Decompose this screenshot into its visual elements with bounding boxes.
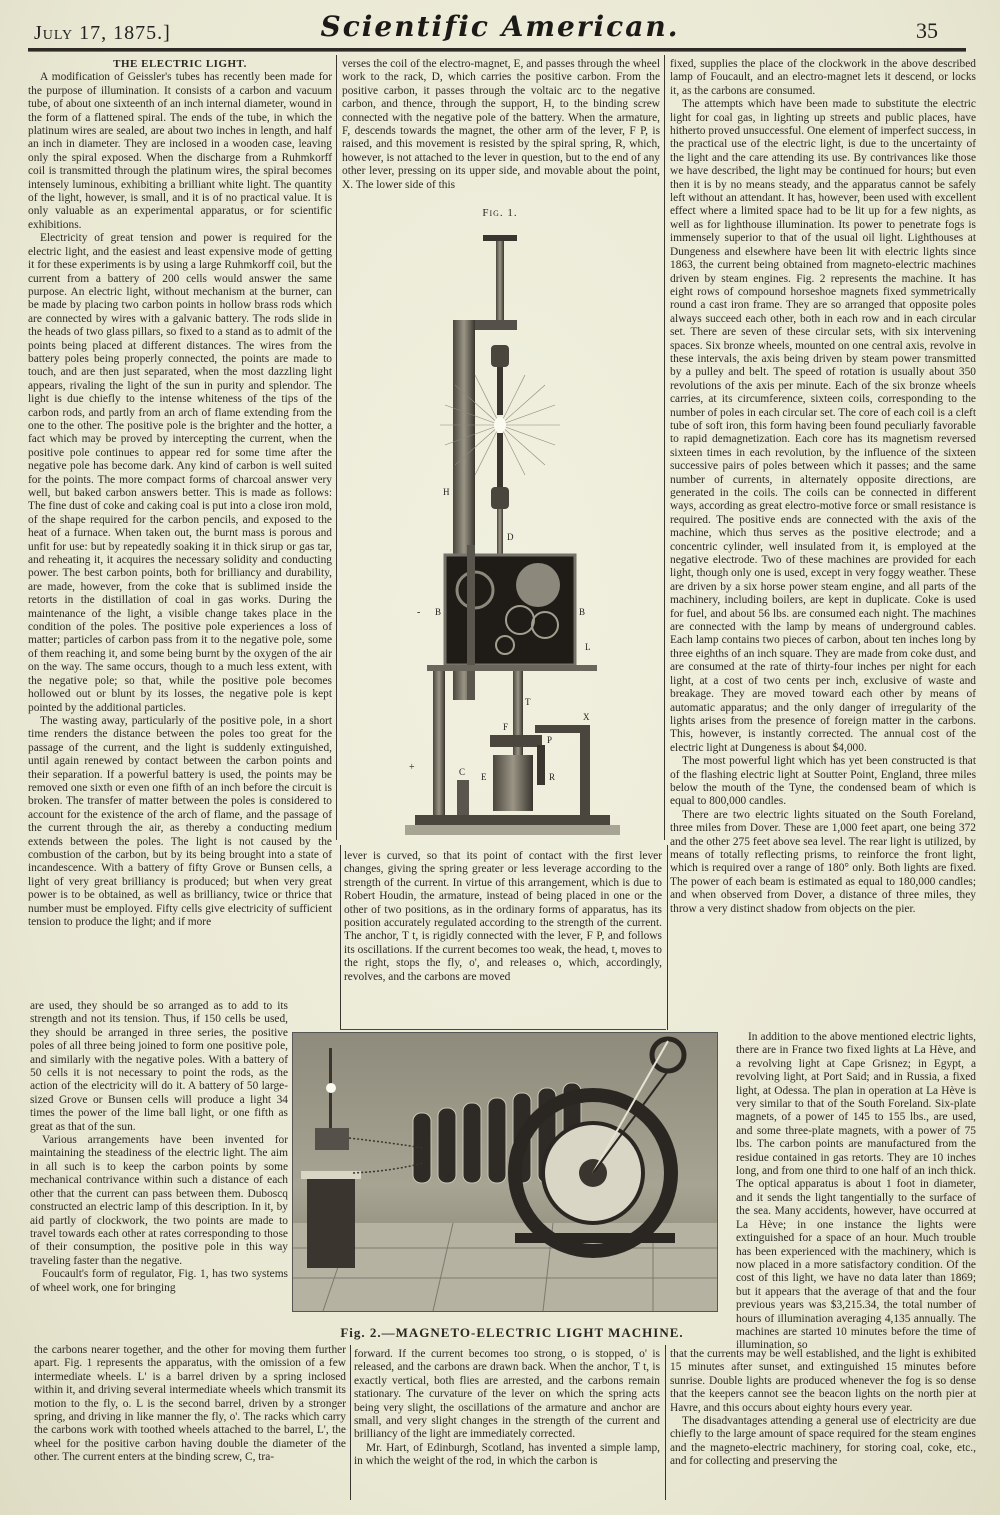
lamp-regulator-box	[315, 1128, 349, 1150]
column-1-lower	[30, 1000, 288, 1295]
lower-carbon-holder	[491, 487, 509, 509]
label-x: X	[583, 712, 590, 722]
masthead: Scientific American.	[320, 10, 680, 43]
column-divider	[350, 1345, 351, 1500]
paragraph: The wasting away, particularly of the positive pole, in a short time renders the distance between the poles too great for the passage of the current, and the light is suddenly extinguished, until again renewed by contact between the carbon points and their separation. If a powerful battery is used, the points may be removed one sixth or even one fifth of an inch before the circuit is broken. The transfer of matter between the poles is considered to account for the existence of the arch of flame, and the passage of the current through the air, as thereby a conducting medium extends between the poles. The light is not caused by the combustion of the carbon, but by its being brought into a state of incandescence. With a battery of fifty Grove or Bunsen cells, a light of very great brilliancy is produced; but when very great power is to be obtained, as well as brilliancy, twice or thrice that number must be employed. Fifty cells give electricity of sufficient tension to produce the light; and if more	[28, 714, 332, 928]
paragraph: lever is curved, so that its point of contact with the first lever changes, giving the spring greater or less leverage according to the strength of the current. In virtue of this arrangement, which is due to Robert Houdin, the armature, instead of being placed in one or the other of two positions, as in the ordinary forms of apparatus, has its position accurately regulated according to the strength of the current. The anchor, T t, is rigidly connected with the lever, F P, and follows its oscillations. If the current becomes too weak, the head, t, moves to the right, stops the fly, o', and releases o, which, accordingly, revolves, and the carbons are moved	[344, 850, 662, 983]
label-d: D	[507, 532, 514, 542]
figure-2-illustration	[292, 1032, 718, 1312]
column-2-mid	[344, 850, 662, 984]
article-title: THE ELECTRIC LIGHT.	[113, 58, 247, 70]
column-3-lower	[736, 1031, 976, 1353]
column-2-top	[342, 58, 660, 192]
paragraph: Various arrangements have been invented for maintaining the steadiness of the electric light. The aim in all such is to keep the carbon points by some mechanical contrivance within such a distance of each other that the current can pass between them. Duboscq constructed an electric lamp of this description. In it, by aid partly of clockwork, the two points are made to travel towards each other at rates corresponding to those of their consumption, the positive pole in this way traveling faster than the negative.	[30, 1134, 288, 1267]
paragraph: verses the coil of the electro-magnet, E, and passes through the wheel work to the rack, D, which carries the positive carbon. From the positive carbon, it passes through the voltaic arc to the negative carbon, and thence, through the support, H, to the binding screw connected with the negative pole of the battery. When the armature, F, descends towards the magnet, the other arm of the lever, F P, is raised, and this movement is resisted by the spiral spring, R, which, however, is not attached to the lever in question, but to the end of any other lever, pressing on its upper side, and movable about the point, X. The lower side of this	[342, 58, 660, 191]
paragraph: In addition to the above mentioned electric lights, there are in France two fixed lights at La Hève, and a revolving light at Cape Grisnez; in Egypt, a revolving light, at Port Said; and in Russia, a fixed light, at Odessa. The plan in operation at La Hève is very similar to that of the South Foreland. Six-plate magnets, of a power of 145 to 155 lbs., are used, and some three-plate magnets, with a power of 75 lbs. The carbon points are manufactured from the residue contained in gas retorts. They are 10 inches long, and from one third to one half of an inch thick. The optical apparatus is about 1 foot in diameter, and it sends the light tangentially to the surface of the sea. Many accidents, however, have occurred at La Hève; in one instance the lights were extinguished for a space of an hour. Much trouble has been experienced with the machinery, which is now placed in a more satisfactory condition. Of the cost of this light, we have no data later than 1869; but it appears that the average of that and the four previous years was $3,215.34, the total number of hours of illumination averaging 4,135 annually. The machines are started 10 minutes before the time of illumination, so	[736, 1031, 976, 1352]
regulator-engraving	[395, 225, 625, 840]
label-r: R	[549, 772, 556, 782]
paragraph: Electricity of great tension and power is required for the electric light, and the easiest and least expensive mode of getting it for these experiments is by using a large Ruhmkorff coil, but the current from a battery of 200 cells would answer the same purpose. An electric light, without mechanism at the burner, can be made by placing two carbon points in hollow brass rods which are connected by wires with a galvanic battery. The rods slide in the heads of two glass pillars, so fixed to a stand as to admit of the points being placed at different distances. The wires from the battery poles being properly connected, the points are made to touch, and are then just separated, when the most dazzling light appears, rivaling the light of the sun in purity and splendor. The light is due chiefly to the intense whiteness of the tips of the carbon rods, and partly from an arch of flame extending from the one to the other. The positive pole is the brighter and the hotter, a fact which may be proved by intercepting the current, when the positive pole continues to appear red for some time after the negative pole has become dark. Any kind of carbon is well suited for the points. The more compact forms of charcoal answer very well, but baked carbon answers better. This is made as follows: The fine dust of coke and caking coal is put into a close iron mold, of the shape required for the carbon pencils, and exposed to the heat of a furnace. When taken out, the burnt mass is porous and unfit for use: but by repeatedly soaking it in thick sirup or gas tar, and reheating it, it acquires the necessary solidity and conducting power. The best carbon points, both for brilliancy and durability, are made, however, from the coke that is sublimed inside the retorts in the distillation of coal in gas works. During the maintenance of the light, a visible change takes place in the condition of the poles. The positive pole experiences a loss of matter; particles of carbon pass from it to the negative pole, some of them reaching it, and some being burnt by the oxygen of the air on the way. The same occurs, though to a much less extent, with the negative pole; so that, while the positive pole becomes hollowed out or blunt by its losses, the negative pole is kept pointed by the additional particles.	[28, 232, 332, 714]
pedestal-top	[301, 1171, 361, 1179]
label-b-left: B	[435, 607, 442, 617]
label-h: H	[443, 487, 450, 497]
lever-x	[535, 725, 585, 733]
column-3-bottom	[670, 1348, 976, 1469]
paragraph: are used, they should be so arranged as to add to its strength and not its tension. Thus, if 150 cells be used, they should be arranged in three series, the positive poles of all three being joined to form one positive pole, and similarly with the negative poles. With a battery of 50 cells it is not necessary to point the rods, as the action of the electricity will do it. A battery of 50 large-sized Grove or Bunsen cells will produce a light 34 times the power of the lime ball light, or one fifth as great as that of the sun.	[30, 1000, 288, 1133]
column-1	[28, 58, 332, 929]
pulley	[652, 1039, 684, 1071]
barrel-wheel-l	[516, 563, 560, 607]
spring-r	[537, 745, 545, 785]
base	[415, 815, 610, 825]
label-t: T	[525, 697, 531, 707]
column-3	[670, 58, 976, 916]
figure-1-illustration	[395, 225, 625, 840]
paragraph: Mr. Hart, of Edinburgh, Scotland, has invented a simple lamp, in which the weight of the rod, in which the carbon is	[354, 1441, 660, 1468]
armature-f	[490, 735, 542, 747]
pillar	[433, 671, 445, 821]
frame-base	[515, 1233, 675, 1243]
paragraph: the carbons nearer together, and the other for moving them further apart. Fig. 1 represents the apparatus, with the omission of a few intermediate wheels. L' is a barrel driven by a spring inclosed within it, and driving several intermediate wheels which transmit its motion to the fly, o. L is the second barrel, driven by a stronger spring, and driving in like manner the fly, o'. The racks which carry the carbons work with toothed wheels attached to the barrel, L', the wheel for the positive carbon having double the diameter of the other. The current enters at the binding screw, C, tra-	[34, 1344, 346, 1464]
paragraph: fixed, supplies the place of the clockwork in the above described lamp of Foucault, and an electro-magnet lets it descend, or locks it, as the carbons are consumed.	[670, 58, 976, 97]
column-divider	[667, 845, 668, 1030]
paragraph: The disadvantages attending a general use of electricity are due chiefly to the large amount of space required for the steam engines and the magneto-electric machinery, for storing coal, coke, etc., and for collecting and preserving the	[670, 1415, 976, 1468]
paragraph: A modification of Geissler's tubes has recently been made for the purpose of illumination. It consists of a carbon and vacuum tube, of about one sixteenth of an inch internal diameter, wound in the form of a flattened spiral. The ends of the tube, in which the platinum wires are sealed, are about two inches in length, and half an inch in diameter. They are inclosed in a wooden case, leaving only the spiral exposed. When the discharge from a Ruhmkorff coil is transmitted through the platinum wires, the spiral becomes intensely luminous, exhibiting a brilliant white light. The quantity of the light, however, is small, and it is of no practical value. It is only valuable as an experimental apparatus, or for scientific exhibitions.	[28, 71, 332, 231]
rack-left	[467, 545, 475, 700]
magneto-machine-engraving	[293, 1033, 717, 1311]
paragraph: Foucault's form of regulator, Fig. 1, has two systems of wheel work, one for bringing	[30, 1268, 288, 1294]
column-divider	[665, 1345, 666, 1500]
lever-frame	[580, 725, 590, 815]
paragraph: The attempts which have been made to substitute the electric light for coal gas, in lighting up streets and public places, have hitherto proved unsuccessful. One element of imperfect success, in the practical use of the electric light, is due to the uncertainty of the light and the care attending its use. By contrivances like those we have described, the light may be continued for hours; but even then it is by no means steady, and the apparatus cannot be safely left without an attendant. It has, however, been used with excellent effect where a limited space had to be lit up for a few nights, as well as for lighthouse illumination. Its power to penetrate fogs is immensely superior to that of the usual oil light. Lighthouses at Dungeness and elsewhere have been lit with electric lights since 1863, the current being obtained from magneto-electric machines driven by steam engines. Fig. 2 represents the machine. It has eight rows of compound horseshoe magnets fixed symmetrically round a cast iron frame. They are so arranged that opposite poles always succeed each other, both in each row and in each circular set. There are seven of these circular sets, with six intervening spaces. Six bronze wheels, mounted on one central axis, revolve in these intervals, the axis being driven by steam power transmitted by a pulley and belt. The speed of rotation is usually about 350 revolutions of the axis per minute. Each of the six bronze wheels carries, at its circumference, sixteen coils, corresponding to the number of poles in each circular set. The core of each coil is a cleft tube of soft iron, this form having been found peculiarly favorable to rapid demagnetization. Each core has its magnetism reversed sixteen times in each revolution, by the influence of the sixteen successive pairs of poles between which it passes; and the same number of currents, in alternately opposite directions, are generated in the coils. The coils can be connected in different ways, according as great electro-motive force or small resistance is required. The positive ends are connected with the axis of the machine, which thus serves as the positive electrode; and a concentric cylinder, well insulated from it, is employed at the negative electrode. Two of these machines are provided for each light, though only one is used, except in very foggy weather. These are driven by a six horse power steam engine, and all parts of the machinery, including boilers, are kept in duplicate. Coke is used for fuel, and about 56 lbs. are consumed each night. The machines are connected with the lamp by means of underground cables. Each lamp contains two pieces of carbon, about ten inches long by three eighths of an inch square. They are made from coke dust, and are consumed at the rate of thirty-four inches per night for each light, at a cost of two cents per inch, exclusive of waste and breakage. They are moved toward each other by means of automatic apparatus; and the only danger of irregularity of the lights arises from the presence of foreign matter in the carbons. This, however, is instantly corrected. The annual cost of the electric light at Dungeness is about $4,000.	[670, 98, 976, 754]
label-f: F	[503, 722, 509, 732]
column-divider	[340, 845, 341, 1030]
page-number: 35	[916, 18, 938, 43]
cable	[349, 1138, 423, 1148]
paragraph: that the currents may be well established, and the light is exhibited 15 minutes after sunset, and extinguished 15 minutes before sunrise. Double lights are produced whenever the fog is so dense that the keepers cannot see the beacon lights on the north pier at Havre, and this occurs about eighty hours every year.	[670, 1348, 976, 1414]
column-2-bottom	[354, 1348, 660, 1469]
top-cap	[483, 235, 517, 241]
ground-hatch	[405, 825, 620, 835]
column-divider	[336, 55, 337, 840]
figure-2-caption: Fig. 2.—MAGNETO-ELECTRIC LIGHT MACHINE.	[340, 1325, 684, 1340]
label-b-right: B	[579, 607, 586, 617]
label-e: E	[481, 772, 487, 782]
binding-screw-c	[457, 780, 469, 815]
issue-date: July 17, 1875.]	[34, 22, 171, 44]
column-1-bottom	[34, 1344, 346, 1465]
lower-carbon	[497, 433, 503, 488]
label-p: P	[547, 735, 553, 745]
arc-spark	[326, 1083, 336, 1093]
paragraph: forward. If the current becomes too strong, o is stopped, o' is released, and the carbons are drawn back. When the anchor, T t, is exactly vertical, both flies are arrested, and the carbons remain stationary. The curvature of the lever on which the spring acts being very slight, the oscillations of the armature and anchor are small, and very slight changes in the strength of the current and brilliancy of the light are immediately corrected.	[354, 1348, 660, 1441]
arc-glow	[494, 417, 506, 433]
label-minus: -	[417, 607, 421, 618]
paragraph: The most powerful light which has yet been constructed is that of the flashing electric light at Soutter Point, England, three miles below the mouth of the Tyne, the condensed beam of which is equal to 800,000 candles.	[670, 755, 976, 808]
label-c: C	[459, 767, 466, 777]
label-plus: +	[409, 762, 415, 773]
upper-rod	[496, 241, 504, 321]
lamp-pedestal	[307, 1178, 355, 1268]
column-divider	[664, 55, 665, 840]
electro-magnet-e	[493, 755, 533, 811]
header-rule	[28, 48, 966, 52]
upper-carbon-holder	[491, 345, 509, 367]
box-base	[427, 665, 597, 671]
figure-1-label: Fig. 1.	[482, 207, 518, 219]
upper-carbon	[497, 367, 503, 415]
label-l: L	[585, 642, 591, 652]
section-rule	[340, 1029, 666, 1030]
paragraph: There are two electric lights situated on the South Foreland, three miles from Dover. These are 1,000 feet apart, one being 372 and the other 275 feet above sea level. The rear light is utilized, by means of totally reflecting prisms, to reinforce the front light, which is required over a range of 180° only. Both lights are fixed. The power of each beam is estimated as equal to 180,000 candles; and when observed from Dover, a distance of three miles, they throw a very distinct shadow from objects on the pier.	[670, 808, 976, 915]
